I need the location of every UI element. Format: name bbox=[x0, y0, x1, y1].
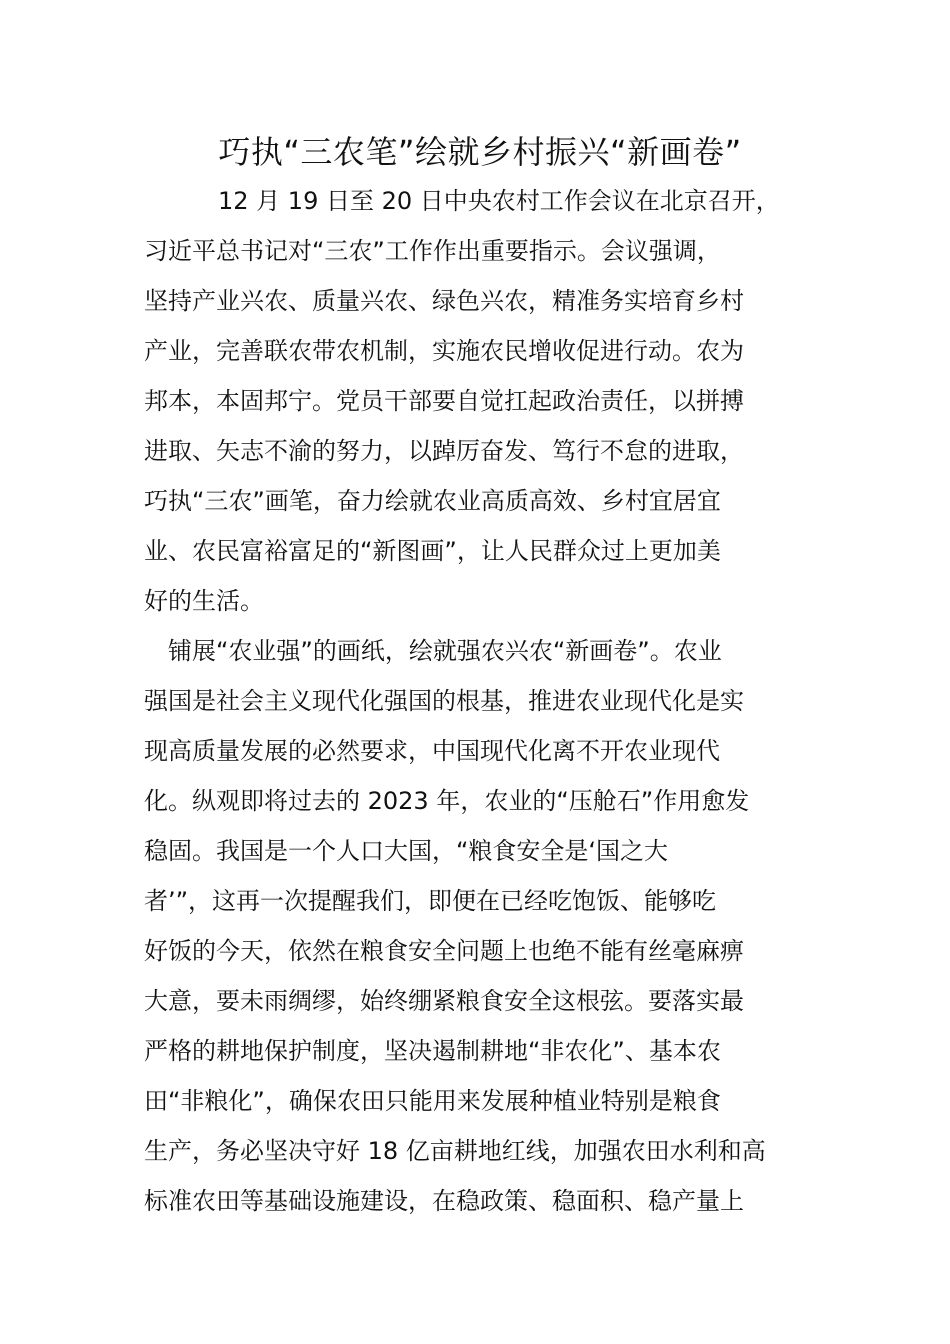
text-line: 习近平总书记对“三农”工作作出重要指示。会议强调， bbox=[144, 237, 721, 265]
paragraph-1 bbox=[144, 176, 809, 626]
text-line: 田“非粮化”，确保农田只能用来发展种植业特别是粮食 bbox=[144, 1087, 721, 1115]
text-line: 好的生活。 bbox=[144, 587, 264, 615]
text-line: 大意，要未雨绸缪，始终绷紧粮食安全这根弦。要落实最 bbox=[144, 987, 744, 1015]
text-line: 邦本，本固邦宁。党员干部要自觉扛起政治责任，以拼搏 bbox=[144, 387, 744, 415]
text-line: 12 月 19 日至 20 日中央农村工作会议在北京召开， bbox=[218, 187, 780, 215]
text-line: 巧执“三农”画笔，奋力绘就农业高质高效、乡村宜居宜 bbox=[144, 487, 721, 515]
text-line: 化。纵观即将过去的 2023 年，农业的“压舱石”作用愈发 bbox=[144, 787, 750, 815]
text-line: 进取、矢志不渝的努力，以踔厉奋发、笃行不怠的进取， bbox=[144, 437, 744, 465]
document-title: 巧执“三农笔”绘就乡村振兴“新画卷” bbox=[218, 133, 742, 171]
text-line: 铺展“农业强”的画纸，绘就强农兴农“新画卷”。农业 bbox=[168, 637, 722, 665]
text-line: 标准农田等基础设施建设，在稳政策、稳面积、稳产量上 bbox=[144, 1187, 744, 1215]
text-line: 强国是社会主义现代化强国的根基，推进农业现代化是实 bbox=[144, 687, 744, 715]
text-line: 好饭的今天，依然在粮食安全问题上也绝不能有丝毫麻痹 bbox=[144, 937, 744, 965]
document-body bbox=[144, 176, 809, 1226]
text-line: 者’”，这再一次提醒我们，即便在已经吃饱饭、能够吃 bbox=[144, 887, 717, 915]
text-line: 业、农民富裕富足的“新图画”，让人民群众过上更加美 bbox=[144, 537, 721, 565]
text-line: 产业，完善联农带农机制，实施农民增收促进行动。农为 bbox=[144, 337, 744, 365]
paragraph-2 bbox=[144, 626, 809, 1226]
text-line: 现高质量发展的必然要求，中国现代化离不开农业现代 bbox=[144, 737, 720, 765]
text-line: 严格的耕地保护制度，坚决遏制耕地“非农化”、基本农 bbox=[144, 1037, 721, 1065]
text-line: 稳固。我国是一个人口大国，“粮食安全是‘国之大 bbox=[144, 837, 669, 865]
text-line: 生产，务必坚决守好 18 亿亩耕地红线，加强农田水利和高 bbox=[144, 1137, 766, 1165]
text-line: 坚持产业兴农、质量兴农、绿色兴农，精准务实培育乡村 bbox=[144, 287, 744, 315]
